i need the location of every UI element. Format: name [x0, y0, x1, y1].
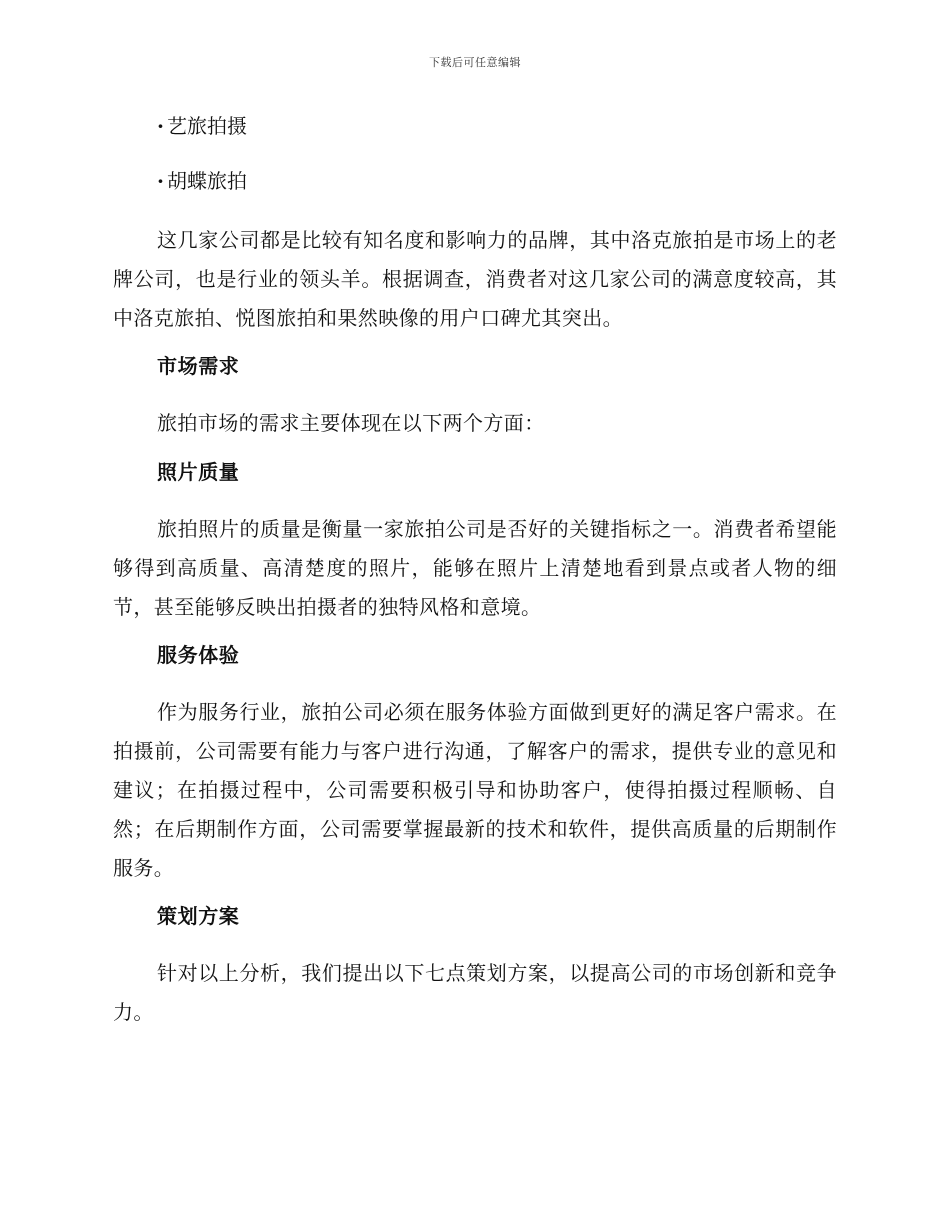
list-item-text: 艺旅拍摄	[166, 114, 247, 138]
market-demand-paragraph: 旅拍市场的需求主要体现在以下两个方面：	[157, 411, 545, 435]
list-item	[157, 166, 837, 196]
header-note: 下载后可任意编辑	[429, 56, 521, 69]
section-heading-market-demand: 市场需求	[157, 354, 240, 378]
photo-quality-paragraph: 旅拍照片的质量是衡量一家旅拍公司是否好的关键指标之一。消费者希望能够得到高质量、高清楚度的照片，能够在照片上清楚地看到景点或者人物的细节，甚至能够反映出拍摄者的独特风格和意境。	[113, 517, 837, 619]
list-item-text: 胡蝶旅拍	[166, 169, 247, 193]
section-heading-planning: 策划方案	[157, 904, 240, 928]
service-experience-paragraph: 作为服务行业，旅拍公司必须在服务体验方面做到更好的满足客户需求。在拍摄前，公司需要有能力与客户进行沟通，了解客户的需求，提供专业的意见和建议；在拍摄过程中，公司需要积极引导和协助客户，使得拍摄过程顺畅、自然；在后期制作方面，公司需要掌握最新的技术和软件，提供高质量的后期制作服务。	[113, 700, 837, 880]
bullet-marker: ·	[157, 114, 164, 138]
bullet-marker: ·	[157, 169, 164, 193]
planning-paragraph: 针对以上分析，我们提出以下七点策划方案，以提高公司的市场创新和竞争力。	[113, 961, 837, 1024]
intro-paragraph: 这几家公司都是比较有知名度和影响力的品牌，其中洛克旅拍是市场上的老牌公司，也是行业的领头羊。根据调查，消费者对这几家公司的满意度较高，其中洛克旅拍、悦图旅拍和果然映像的用户口碑尤其突出。	[113, 228, 837, 330]
document-body	[113, 111, 837, 1045]
section-heading-service-experience: 服务体验	[157, 643, 240, 667]
section-heading-photo-quality: 照片质量	[157, 460, 240, 484]
list-item	[157, 111, 837, 141]
